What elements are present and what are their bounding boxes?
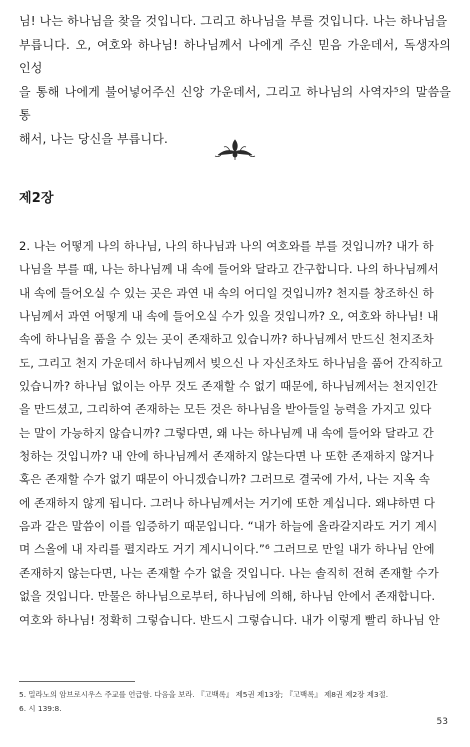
- footnote-divider: [19, 681, 135, 682]
- floral-fleuron-icon: [212, 136, 258, 162]
- footnote-6: 6. 시 139:8.: [19, 704, 62, 713]
- page-number: 53: [436, 717, 448, 727]
- intro-paragraph: 님! 나는 하나님을 찾을 것입니다. 그리고 하나님을 부를 것입니다. 나는 하나님을 부릅니다. 오, 여호와 하나님! 하나님께서 나에게 주신 믿음 가운데서, 독생자의 인성 을 통해 나에게 불어넣어주신 신앙 가운데서, 그리고 하나님의 사역자⁵의 말씀을 통 해서, 나는 당신을 부릅니다.: [19, 14, 451, 146]
- footnotes: [19, 688, 451, 716]
- footnote-5: 5. 밀라노의 암브로시우스 주교를 언급함. 다음을 보라. 『고백록』 제5권 제13장; 『고백록』 제8권 제2장 제3절.: [19, 690, 389, 699]
- chapter-heading: 제2장: [19, 191, 54, 206]
- body-paragraph: 2. 나는 어떻게 나의 하나님, 나의 하나님과 나의 여호와를 부를 것입니까? 내가 하 나님을 부를 때, 나는 하나님께 내 속에 들어와 달라고 간구합니다. 나의 하나님께서 내 속에 들어오실 수 있는 곳은 과연 내 속의 어디일 것입니까? 천지를 창조하신 하 나님께서 과연 어떻게 내 속에 들어오실 수가 있을 것입니까? 오, 여호와 하나님! 내 속에 하나님을 품을 수 있는 곳이 존재하고 있습니까? 하나님께서 만드신 천지조차 도, 그리고 천지 가운데서 하나님께서 빚으신 나 자신조차도 하나님을 품어 간직하고 있습니까? 하나님 없이는 아무 것도 존재할 수 없기 때문에, 하나님께서는 천지인간 을 만드셨고, 그리하여 존재하는 모든 것은 하나님을 받아들일 능력을 가지고 있다 는 말이 가능하지 않습니까? 그렇다면, 왜 나는 하나님께 내 속에 들어와 달라고 간 청하는 것입니까? 내 안에 하나님께서 존재하지 않는다면 나 또한 존재하지 않거나 혹은 존재할 수가 없기 때문이 아니겠습니까? 그러므로 결국에 가서, 나는 지옥 속 에 존재하지 않게 됩니다. 그러나 하나님께서는 거기에 또한 계십니다. 왜냐하면 다 음과 같은 말씀이 이를 입증하기 때문입니다. “내가 하늘에 올라갈지라도 거기 계시 며 스올에 내 자리를 펼지라도 거기 계시니이다.”⁶ 그러므로 만일 내가 하나님 안에 존재하지 않는다면, 나는 존재할 수가 없을 것입니다. 나는 솔직히 전혀 존재할 수가 없을 것입니다. 만물은 하나님으로부터, 하나님에 의해, 하나님 안에서 존재합니다. 여호와 하나님! 정확히 그렇습니다. 반드시 그렇습니다. 내가 이렇게 빨리 하나님 안: [19, 239, 443, 627]
